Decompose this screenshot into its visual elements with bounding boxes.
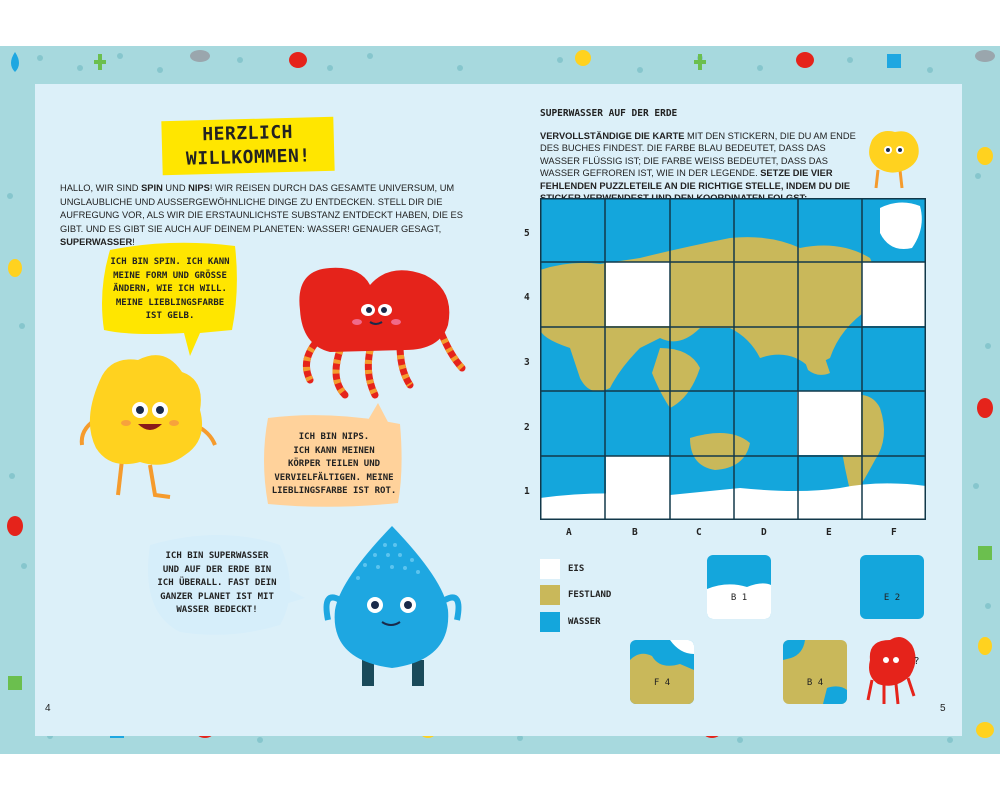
legend-item-land xyxy=(540,585,611,605)
legend-swatch xyxy=(540,585,560,605)
bubble-line: WASSER BEDECKT! xyxy=(176,605,258,616)
intro-text: UND xyxy=(162,183,189,193)
row-label: 2 xyxy=(524,422,530,433)
svg-text:?: ? xyxy=(914,656,920,667)
sticker-b1[interactable] xyxy=(707,555,771,619)
bubble-line: MEINE LIEBLINGSFARBE xyxy=(115,297,225,308)
sticker-label: B 1 xyxy=(730,593,748,603)
instructions xyxy=(540,130,865,204)
page-title-line1: HERZLICH xyxy=(202,121,294,146)
legend-label: FESTLAND xyxy=(568,590,612,600)
bubble-line: KÖRPER TEILEN UND xyxy=(287,459,381,470)
instr-bold: VERVOLLSTÄNDIGE DIE KARTE xyxy=(540,131,685,141)
bubble-line: LIEBLINGSFARBE IST ROT. xyxy=(271,486,397,497)
intro-text: HALLO, WIR SIND xyxy=(60,183,142,193)
bubble-line: ICH ÜBERALL. FAST DEIN xyxy=(157,578,277,589)
bubble-line: UND AUF DER ERDE BIN xyxy=(162,564,272,575)
column-label: E xyxy=(826,527,832,538)
sticker-label: F 4 xyxy=(653,678,671,688)
bubble-line: GANZER PLANET IST MIT xyxy=(160,591,274,602)
bubble-line: IST GELB. xyxy=(145,311,195,322)
row-label: 3 xyxy=(524,357,530,368)
spin-small-character xyxy=(869,131,919,188)
column-label: D xyxy=(761,527,767,538)
legend-label: EIS xyxy=(568,564,585,574)
intro-nips: NIPS xyxy=(188,183,210,193)
bubble-line: ICH KANN MEINEN xyxy=(293,445,375,456)
page-number-right: 5 xyxy=(940,703,946,714)
legend-item-water xyxy=(540,612,601,632)
page-number-left: 4 xyxy=(45,703,51,714)
sticker-art xyxy=(630,640,694,704)
legend-swatch xyxy=(540,612,560,632)
sticker-b4[interactable] xyxy=(783,640,847,704)
sticker-f4[interactable] xyxy=(630,640,694,704)
row-label: 4 xyxy=(524,292,530,303)
intro-text: ! WIR REISEN DURCH DAS GESAMTE UNIVERSUM, UM UNGLAUBLICHE UND AUSSERGEWÖHNLICHE DINGE ZU ENTDECKEN. STELL DIR DIE AUFREGUNG VOR, ALS WIR DIE ERSTAUNLICHSTE SUBSTANZ ENTDECKT HABEN, DIE ES GIBT. UND ES GIBT SIE AUCH AUF DEINEM PLANETEN: WASSER! GENAUER GESAGT, xyxy=(60,183,463,234)
sticker-label: B 4 xyxy=(806,678,824,688)
bubble-line: ICH BIN NIPS. xyxy=(298,432,370,443)
instr-bold: SETZE DIE VIER FEHLENDEN PUZZLETEILE AN DIE RICHTIGE STELLE, INDEM DU DIE xyxy=(540,168,851,191)
sticker-art xyxy=(707,555,771,619)
bubble-line: MEINE FORM UND GRÖSSE xyxy=(113,270,227,281)
row-label: 1 xyxy=(524,486,530,497)
legend-label: WASSER xyxy=(568,617,601,627)
column-label: F xyxy=(891,527,897,538)
bubble-line: ICH BIN SPIN. ICH KANN xyxy=(110,257,230,268)
bubble-line: ÄNDERN, WIE ICH WILL. xyxy=(113,284,227,295)
sticker-label: E 2 xyxy=(883,593,901,603)
page-title-line2: WILLKOMMEN! xyxy=(185,145,311,170)
intro-superwasser: SUPERWASSER xyxy=(60,237,133,247)
row-label: 5 xyxy=(524,228,530,239)
bubble-line: VERVIELFÄLTIGEN. MEINE xyxy=(274,472,394,483)
nips-character xyxy=(299,268,462,395)
legend-item-ice xyxy=(540,559,584,579)
spin-character xyxy=(82,355,215,497)
sticker-e2[interactable] xyxy=(860,555,924,619)
world-map-grid xyxy=(540,198,926,520)
column-label: B xyxy=(632,527,638,538)
column-label: A xyxy=(566,527,572,538)
sticker-art xyxy=(783,640,847,704)
section-heading: SUPERWASSER AUF DER ERDE xyxy=(540,108,678,119)
instr-text: MIT DEN STICKERN, DIE DU AM ENDE DES BUCHES FINDEST. DIE FARBE BLAU BEDEUTET, DASS DAS WASSER FLÜSSIG IST; DIE FARBE WEISS BEDEUTET, DASS DAS WASSER GEFROREN IST, WIE IN DER LEGENDE. xyxy=(540,131,856,179)
nips-small-character xyxy=(868,637,919,704)
intro-spin: SPIN xyxy=(141,183,163,193)
column-label: C xyxy=(696,527,702,538)
intro-text: ! xyxy=(132,237,135,247)
superwasser-character xyxy=(327,526,459,686)
legend-swatch xyxy=(540,559,560,579)
bubble-line: ICH BIN SUPERWASSER xyxy=(165,551,269,562)
